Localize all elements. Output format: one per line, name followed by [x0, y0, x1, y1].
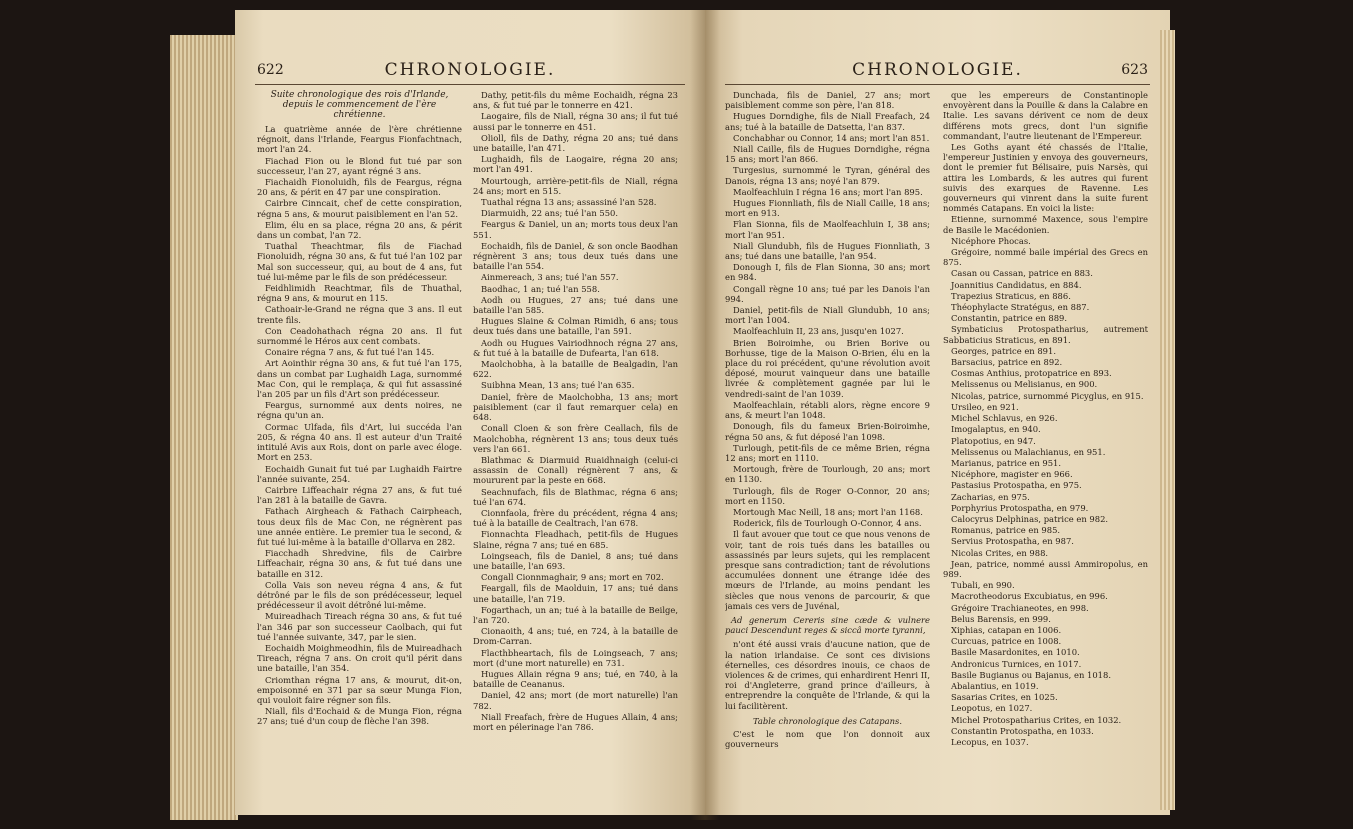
entry-paragraph: Daniel, frère de Maolchobha, 13 ans; mort paisiblement (car il faut remarquer cela) en 648.: [473, 391, 678, 423]
entry-paragraph: Basile Bugianus ou Bajanus, en 1018.: [951, 669, 1111, 680]
entry-paragraph: Niall Glundubh, fils de Hugues Fionnliath, 3 ans; tué dans une bataille, l'an 954.: [725, 240, 930, 262]
entry-paragraph: Tuathal Theachtmar, fils de Fiachad Fionoluidh, régna 30 ans, & fut tué l'an 102 par Mal son successeur, qui, au bout de 4 ans, fut tué lui-même par le fils de son prédécesseur.: [257, 241, 462, 282]
entry-paragraph: Constantin Protospatha, en 1033.: [951, 725, 1094, 736]
open-book: [170, 10, 1170, 820]
latin-quote: Ad generum Cereris sine cæde & vulnere pauci Descendunt reges & siccâ morte tyranni,: [725, 614, 930, 636]
entry-paragraph: Loingseach, fils de Daniel, 8 ans; tué dans une bataille, l'an 693.: [473, 550, 678, 571]
entry-paragraph: Fathach Airgheach & Fathach Cairpheach, tous deux fils de Mac Con, ne régnèrent pas une année entière. Le premier tua le second, & fut tué lui-même à la bataille d'Ollarva en 282.: [257, 506, 462, 547]
entry-paragraph: Daniel, 42 ans; mort (de mort naturelle) l'an 782.: [473, 690, 678, 711]
entry-paragraph: Maolfeachlain, rétabli alors, règne encore 9 ans, & meurt l'an 1048.: [725, 399, 930, 421]
entry-paragraph: Colla Vais son neveu régna 4 ans, & fut détrôné par le fils de son prédécesseur, lequel prédécesseur il avoit détrôné lui-même.: [257, 579, 462, 611]
right-page-number: 623: [1121, 62, 1148, 78]
entry-paragraph: Cionnfaola, frère du précédent, régna 4 ans; tué à la bataille de Cealtrach, l'an 678.: [473, 507, 678, 529]
entry-paragraph: Roderick, fils de Tourlough O-Connor, 4 ans.: [733, 518, 922, 529]
entry-paragraph: Niall Freafach, frère de Hugues Allain, 4 ans; mort en pélerinage l'an 786.: [473, 711, 678, 732]
entry-paragraph: Dunchada, fils de Daniel, 27 ans; mort paisiblement comme son père, l'an 818.: [725, 90, 930, 111]
entry-paragraph: Mortough, frère de Tourlough, 20 ans; mort en 1130.: [725, 464, 930, 485]
entry-paragraph: Les Goths ayant été chassés de l'Italie, l'empereur Justinien y envoya des gouverneurs, dont le premier fut Bélisaire, puis Narsès, qui attira les Lombards, & les autres qui furent suivis des exarques de Ravenne. Les gouverneurs qui vinrent dans la suite furent nommés Catapans. En voici la liste:: [943, 142, 1148, 214]
entry-paragraph: Michel Protospatharius Crites, en 1032.: [951, 714, 1122, 725]
entry-paragraph: que les empereurs de Constantinople envoyèrent dans la Pouille & dans la Calabre en Italie. Les savans dérivent ce nom de deux différens mots grecs, dont l'un signifie commandant, l'autre lieutenant de l'Empereur.: [943, 90, 1148, 141]
left-page-header: [235, 58, 705, 88]
entry-paragraph: Donough, fils du fameux Brien-Boiroimhe, régna 50 ans, & fut déposé l'an 1098.: [725, 421, 930, 442]
entry-paragraph: Andronicus Turnices, en 1017.: [951, 658, 1082, 669]
entry-paragraph: Maolfeachluin II, 23 ans, jusqu'en 1027.: [733, 326, 904, 337]
entry-paragraph: Belus Barensis, en 999.: [951, 613, 1051, 624]
entry-paragraph: Muireadhach Tireach régna 30 ans, & fut tué l'an 346 par son successeur Caolbach, qui fut tué l'année suivante, 347, par le sien.: [257, 611, 462, 642]
entry-paragraph: Cionaoith, 4 ans; tué, en 724, à la bataille de Drom-Carran.: [473, 626, 678, 647]
entry-paragraph: Cairbre Cinncait, chef de cette conspiration, régna 5 ans, & mourut paisiblement en l'an 52.: [257, 198, 462, 219]
entry-paragraph: Romanus, patrice en 985.: [951, 525, 1061, 536]
header-rule: [725, 84, 1150, 85]
entry-paragraph: Maolchobha, à la bataille de Bealgadin, l'an 622.: [473, 359, 678, 380]
section-title: Table chronologique des Catapans.: [752, 715, 903, 726]
entry-paragraph: Calocyrus Delphinas, patrice en 982.: [951, 513, 1109, 524]
entry-paragraph: Turgesius, surnommé le Tyran, général des Danois, régna 13 ans; noyé l'an 879.: [725, 165, 930, 186]
entry-paragraph: Nicolas, patrice, surnommé Picyglus, en 915.: [951, 390, 1144, 401]
entry-paragraph: Servius Protospatha, en 987.: [951, 536, 1074, 547]
entry-paragraph: Seachnufach, fils de Blathmac, régna 6 ans; tué l'an 674.: [473, 486, 678, 507]
entry-paragraph: Nicolas Crites, en 988.: [951, 547, 1049, 558]
entry-paragraph: Zacharias, en 975.: [951, 491, 1030, 502]
entry-paragraph: Etienne, surnommé Maxence, sous l'empire de Basile le Macédonien.: [943, 214, 1148, 235]
entry-paragraph: Lecopus, en 1037.: [951, 736, 1029, 747]
entry-paragraph: Leopotus, en 1027.: [951, 703, 1033, 714]
entry-paragraph: Constantin, patrice en 889.: [951, 313, 1068, 324]
entry-paragraph: Trapezius Straticus, en 886.: [951, 290, 1071, 301]
entry-paragraph: Fiachad Fion ou le Blond fut tué par son successeur, l'an 27, ayant régné 3 ans.: [257, 155, 462, 176]
entry-paragraph: Nicéphore, magister en 966.: [951, 469, 1073, 480]
entry-paragraph: Flan Sionna, fils de Maolfeachluin I, 38 ans; mort l'an 951.: [725, 219, 930, 240]
left-column-2: [473, 90, 678, 801]
entry-paragraph: Baodhac, 1 an; tué l'an 558.: [481, 283, 600, 294]
right-page: [705, 10, 1170, 815]
entry-paragraph: Jean, patrice, nommé aussi Ammiropolus, en 989.: [943, 558, 1148, 579]
entry-paragraph: Symbaticius Protospatharius, autrement Sabbaticius Straticus, en 891.: [943, 324, 1148, 345]
entry-paragraph: Criomthan régna 17 ans, & mourut, dit-on, empoisonné en 371 par sa sœur Munga Fion, qui vouloit faire régner son fils.: [257, 674, 462, 705]
entry-paragraph: Lughaidh, fils de Laogaire, régna 20 ans; mort l'an 491.: [473, 154, 678, 175]
left-page-number: 622: [257, 62, 284, 78]
entry-paragraph: Conaire régna 7 ans, & fut tué l'an 145.: [265, 347, 435, 358]
entry-paragraph: Cosmas Anthius, protopatrice en 893.: [951, 368, 1112, 379]
entry-paragraph: Laogaire, fils de Niall, régna 30 ans; il fut tué aussi par le tonnerre en 451.: [473, 111, 678, 132]
entry-paragraph: Barsacius, patrice en 892.: [951, 357, 1063, 368]
right-column-2: [943, 90, 1148, 801]
entry-paragraph: Eochaidh Gunait fut tué par Lughaidh Fairtre l'année suivante, 254.: [257, 463, 462, 484]
entry-paragraph: Conchabhar ou Connor, 14 ans; mort l'an 851.: [733, 132, 930, 143]
right-column-1: [725, 90, 930, 801]
entry-paragraph: Nicéphore Phocas.: [951, 235, 1031, 246]
entry-paragraph: Fogarthach, un an; tué à la bataille de Beilge, l'an 720.: [473, 604, 678, 625]
entry-paragraph: Fiachaidh Fionoluidh, fils de Feargus, régna 20 ans, & périt en 47 par une conspiration.: [257, 177, 462, 198]
entry-paragraph: Diarmuidh, 22 ans; tué l'an 550.: [481, 208, 619, 219]
entry-paragraph: Olioll, fils de Dathy, régna 20 ans; tué dans une bataille, l'an 471.: [473, 132, 678, 154]
entry-paragraph: Cairbre Liffeachair régna 27 ans, & fut tué l'an 281 à la bataille de Gavra.: [257, 484, 462, 506]
entry-paragraph: Ainmereach, 3 ans; tué l'an 557.: [481, 272, 619, 283]
entry-paragraph: Grégoire Trachianeotes, en 998.: [951, 602, 1089, 613]
entry-paragraph: Niall, fils d'Eochaid & de Munga Fion, régna 27 ans; tué d'un coup de flèche l'an 398.: [257, 706, 462, 727]
entry-paragraph: Feargus & Daniel, un an; morts tous deux l'an 551.: [473, 219, 678, 240]
entry-paragraph: Art Aointhir régna 30 ans, & fut tué l'an 175, dans un combat par Lughaidh Laga, surnommé Mac Con, qui le remplaça, & qui fut assassiné l'an 205 par un fils d'Art son prédécesseur.: [257, 358, 462, 400]
section-title: Suite chronologique des rois d'Irlande, depuis le commencement de l'ère chrétienne.: [270, 90, 449, 120]
entry-paragraph: Elim, élu en sa place, régna 20 ans, & périt dans un combat, l'an 72.: [257, 219, 462, 241]
entry-paragraph: Cormac Ulfada, fils d'Art, lui succéda l'an 205, & régna 40 ans. Il est auteur d'un Traité intitulé Avis aux Rois, dont on parle avec éloge. Mort en 253.: [257, 421, 462, 463]
entry-paragraph: Théophylacte Stratégus, en 887.: [951, 302, 1090, 313]
entry-paragraph: Mortough Mac Neill, 18 ans; mort l'an 1168.: [733, 506, 923, 517]
entry-paragraph: Melissenus ou Malachianus, en 951.: [951, 446, 1106, 457]
entry-paragraph: Hugues Slaine & Colman Rimidh, 6 ans; tous deux tués dans une bataille, l'an 591.: [473, 316, 678, 337]
entry-paragraph: Basile Masardonites, en 1010.: [951, 647, 1080, 658]
header-rule: [255, 84, 685, 85]
entry-paragraph: Donough I, fils de Flan Sionna, 30 ans; mort en 984.: [725, 262, 930, 283]
entry-paragraph: Michel Schlavus, en 926.: [951, 413, 1058, 424]
entry-paragraph: Joannitius Candidatus, en 884.: [951, 279, 1082, 290]
entry-paragraph: Hugues Dorndighe, fils de Niall Freafach, 24 ans; tué à la bataille de Datsetta, l'an 837.: [725, 111, 930, 132]
entry-paragraph: Mourtough, arrière-petit-fils de Niall, régna 24 ans; mort en 515.: [473, 175, 678, 196]
entry-paragraph: Ursileo, en 921.: [951, 401, 1019, 412]
entry-paragraph: Aodh ou Hugues Vairiodhnoch régna 27 ans, & fut tué à la bataille de Dufearta, l'an 618.: [473, 337, 678, 358]
entry-paragraph: Suibhna Mean, 13 ans; tué l'an 635.: [481, 380, 635, 391]
page-edges-left: [170, 35, 238, 820]
entry-paragraph: Aodh ou Hugues, 27 ans; tué dans une bataille l'an 585.: [473, 294, 678, 316]
left-page: [235, 10, 705, 815]
entry-paragraph: Maolfeachluin I régna 16 ans; mort l'an 895.: [733, 186, 923, 197]
entry-paragraph: Macrotheodorus Excubiatus, en 996.: [951, 591, 1108, 602]
entry-paragraph: Turlough, fils de Roger O-Connor, 20 ans; mort en 1150.: [725, 485, 930, 506]
entry-paragraph: Curcuas, patrice en 1008.: [951, 636, 1062, 647]
entry-paragraph: Xiphias, catapan en 1006.: [951, 624, 1062, 635]
entry-paragraph: Porphyrius Protospatha, en 979.: [951, 502, 1089, 513]
entry-paragraph: Grégoire, nommé baile impérial des Grecs en 875.: [943, 247, 1148, 268]
entry-paragraph: Brien Boiroimhe, ou Brien Borive ou Borhusse, tige de la Maison O-Brien, élu en la place du roi précédent, qu'une révolution avoit déposé, mourut vainqueur dans une bataille livrée & complètement gagnée par lui le vendredi-saint de l'an 1039.: [725, 337, 930, 399]
entry-paragraph: La quatrième année de l'ère chrétienne régnoit, dans l'Irlande, Feargus Fionfachtnach, mort l'an 24.: [257, 124, 462, 155]
entry-paragraph: Conall Cloen & son frère Ceallach, fils de Maolchobha, régnèrent 13 ans; tous deux tués vers l'an 661.: [473, 423, 678, 454]
entry-paragraph: Melissenus ou Melisianus, en 900.: [951, 379, 1098, 390]
entry-paragraph: Pastasius Protospatha, en 975.: [951, 480, 1082, 491]
entry-paragraph: Feargall, fils de Maolduin, 17 ans; tué dans une bataille, l'an 719.: [473, 583, 678, 604]
right-page-header: [705, 58, 1170, 88]
entry-paragraph: Imogalaptus, en 940.: [951, 424, 1041, 435]
entry-paragraph: Tuathal régna 13 ans; assassiné l'an 528.: [481, 197, 657, 208]
entry-paragraph: Con Ceadohathach régna 20 ans. Il fut surnommé le Héros aux cent combats.: [257, 325, 462, 347]
entry-paragraph: Niall Caille, fils de Hugues Dorndighe, régna 15 ans; mort l'an 866.: [725, 144, 930, 165]
entry-paragraph: Turlough, petit-fils de ce même Brien, régna 12 ans; mort en 1110.: [725, 442, 930, 463]
entry-paragraph: Feidhlimidh Reachtmar, fils de Thuathal, régna 9 ans, & mourut en 115.: [257, 283, 462, 304]
entry-paragraph: Georges, patrice en 891.: [951, 345, 1057, 356]
entry-paragraph: Daniel, petit-fils de Niall Glundubh, 10 ans; mort l'an 1004.: [725, 305, 930, 326]
entry-paragraph: Platopotius, en 947.: [951, 435, 1036, 446]
entry-paragraph: Feargus, surnommé aux dents noires, ne régna qu'un an.: [257, 400, 462, 421]
entry-paragraph: Eochaidh, fils de Daniel, & son oncle Baodhan régnèrent 3 ans; tous deux tués dans une bataille l'an 554.: [473, 240, 678, 272]
entry-paragraph: Cathoair-le-Grand ne régna que 3 ans. Il eut trente fils.: [257, 304, 462, 325]
entry-paragraph: Fionnachta Fleadhach, petit-fils de Hugues Slaine, régna 7 ans; tué en 685.: [473, 529, 678, 550]
entry-paragraph: Congall règne 10 ans; tué par les Danois l'an 994.: [725, 283, 930, 304]
entry-paragraph: C'est le nom que l'on donnoit aux gouverneurs: [725, 728, 930, 750]
entry-paragraph: Casan ou Cassan, patrice en 883.: [951, 268, 1093, 279]
entry-paragraph: Tubali, en 990.: [951, 580, 1015, 591]
entry-paragraph: Marianus, patrice en 951.: [951, 457, 1062, 468]
left-running-head: CHRONOLOGIE.: [384, 60, 556, 80]
entry-paragraph: Hugues Fionnliath, fils de Niall Caille, 18 ans; mort en 913.: [725, 198, 930, 219]
entry-paragraph: n'ont été aussi vrais d'aucune nation, que de la nation irlandaise. Ce sont ces divisions éternelles, ces désordres inouis, ce chaos de violences & de crimes, qui enhardirent Henri II, roi d'Angleterre, grand prince d'ailleurs, à entreprendre la conquête de l'Irlande, & qui la lui facilitèrent.: [725, 639, 930, 711]
entry-paragraph: Eochaidh Moighmeodhin, fils de Muireadhach Tireach, régna 7 ans. On croit qu'il périt dans une bataille, l'an 354.: [257, 642, 462, 674]
right-running-head: CHRONOLOGIE.: [852, 60, 1023, 80]
entry-paragraph: Sasarias Crites, en 1025.: [951, 692, 1058, 703]
left-column-1: [257, 90, 462, 801]
entry-paragraph: Il faut avouer que tout ce que nous venons de voir, tant de rois tués dans les batailles ou assassinés par leurs sujets, qui les remplacent presque sans contradiction; tant de révolutions accumulées donnent une étrange idée des mœurs de l'Irlande, au moins pendant les siècles que nous venons de parcourir, & que jamais ces vers de Juvénal,: [725, 529, 930, 611]
entry-paragraph: Abalantius, en 1019.: [951, 680, 1039, 691]
book-gutter: [690, 10, 720, 820]
entry-paragraph: Fiacchadh Shredvine, fils de Cairbre Liffeachair, régna 30 ans, & fut tué dans une bataille en 312.: [257, 548, 462, 579]
entry-paragraph: Blathmac & Diarmuid Ruaidhnaigh (celui-ci assassin de Conall) régnèrent 7 ans, & moururent par la peste en 668.: [473, 454, 678, 486]
page-edges-right: [1160, 30, 1175, 810]
entry-paragraph: Hugues Allain régna 9 ans; tué, en 740, à la bataille de Ceananus.: [473, 668, 678, 690]
entry-paragraph: Flacthbheartach, fils de Loingseach, 7 ans; mort (d'une mort naturelle) en 731.: [473, 647, 678, 668]
entry-paragraph: Congall Cionnmaghair, 9 ans; mort en 702.: [481, 572, 664, 583]
entry-paragraph: Dathy, petit-fils du même Eochaidh, régna 23 ans, & fut tué par le tonnerre en 421.: [473, 90, 678, 111]
